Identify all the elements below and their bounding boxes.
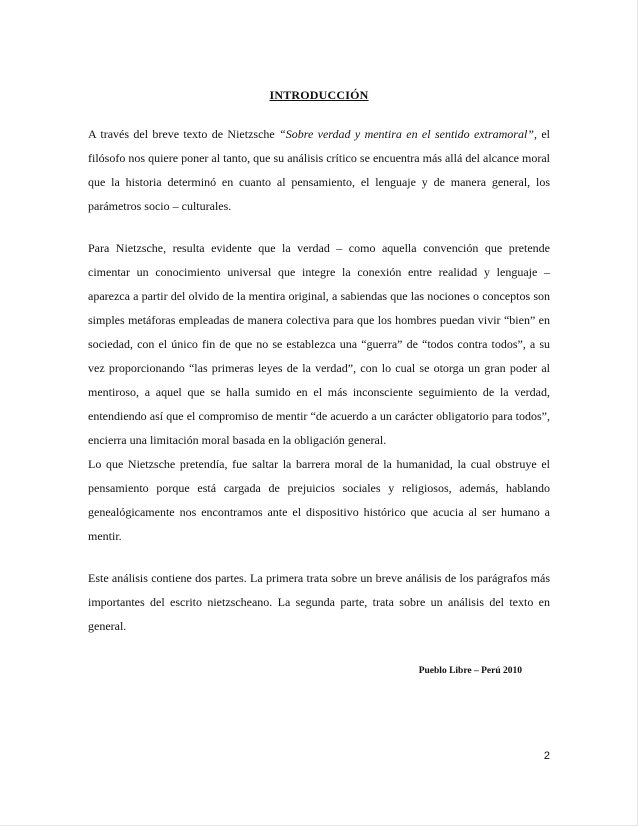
paragraph-moral-barrier: Lo que Nietzsche pretendía, fue saltar la barrera moral de la humanidad, la cual obstruye el pensamiento porque está cargada de prejuicios sociales y religiosos, además, hablando genealógicamente nos encontramos ante el dispositivo histórico que acucia al ser humano a mentir.: [88, 457, 550, 543]
paragraph-intro: [88, 122, 550, 218]
paragraph-intro-start: A través del breve texto de Nietzsche: [88, 127, 280, 141]
paragraph-structure: Este análisis contiene dos partes. La primera trata sobre un breve análisis de los parágrafos más importantes del escrito nietzscheano. La segunda parte, trata sobre un análisis del texto en general.: [88, 571, 550, 633]
paragraph-intro-rest: , el filósofo nos quiere poner al tanto, que su análisis crítico se encuentra más allá del alcance moral que la historia determinó en cuanto al pensamiento, el lenguaje y de manera general, los parámetros socio – culturales.: [88, 127, 550, 213]
page-number: 2: [543, 750, 550, 762]
work-title-italic: “Sobre verdad y mentira en el sentido extramoral”: [279, 127, 534, 141]
section-title: INTRODUCCIÓN: [269, 88, 369, 102]
paragraph-truth: Para Nietzsche, resulta evidente que la verdad – como aquella convención que pretende cimentar un conocimiento universal que integre la conexión entre realidad y lenguaje – aparezca a partir del olvido de la mentira original, a sabiendas que las nociones o conceptos son simples metáforas empleadas de manera colectiva para que los hombres puedan vivir “bien” en sociedad, con el único fin de que no se establezca una “guerra” de “todos contra todos”, a su vez proporcionando “las primeras leyes de la verdad”, con lo cual se otorga un gran poder al mentiroso, a aquel que se halla sumido en el más inconsciente seguimiento de la verdad, entendiendo así que el compromiso de mentir “de acuerdo a un carácter obligatorio para todos”, encierra una limitación moral basada en la obligación general.: [88, 241, 550, 447]
place-date-signature: Pueblo Libre – Perú 2010: [418, 666, 522, 676]
